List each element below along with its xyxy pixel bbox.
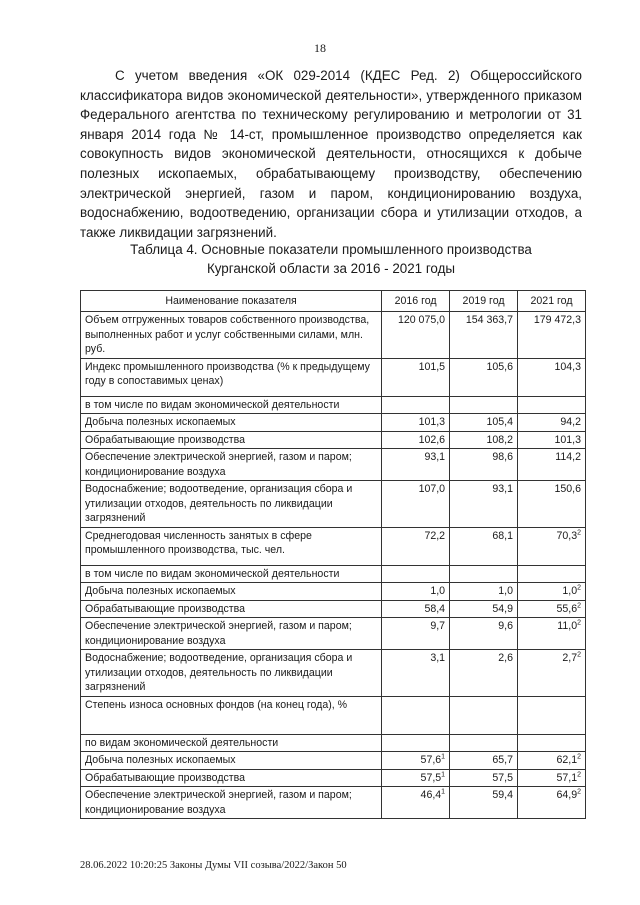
footnote-mark: 1 xyxy=(441,753,446,761)
footnote-mark: 2 xyxy=(577,528,581,536)
row-indicator-name: Добыча полезных ископаемых xyxy=(81,414,382,432)
table-title xyxy=(80,240,582,278)
row-indicator-name: Добыча полезных ископаемых xyxy=(81,583,382,601)
cell-value: 154 363,7 xyxy=(465,314,514,326)
table-row xyxy=(81,431,586,449)
table-row xyxy=(81,650,586,697)
row-value-2021 xyxy=(518,396,586,414)
cell-value: 3,1 xyxy=(430,652,446,664)
row-value-2019 xyxy=(450,734,518,752)
row-value-2016 xyxy=(382,565,450,583)
footnote-mark: 2 xyxy=(577,619,581,627)
row-value-2016 xyxy=(382,312,450,359)
table-row xyxy=(81,358,586,396)
row-value-2016 xyxy=(382,618,450,650)
row-value-2021 xyxy=(518,414,586,432)
row-indicator-name: Водоснабжение; водоотведение, организация сбора и утилизации отходов, деятельность по ликвидации загрязнений xyxy=(81,650,382,697)
table-row xyxy=(81,396,586,414)
intro-paragraph: С учетом введения «ОК 029-2014 (КДЕС Ред. 2) Общероссийского классификатора видов экономической деятельности», утвержденного приказом Федерального агентства по техническому регулированию и метрологии от 31 января 2014 года № 14-ст, промышленное производство определяется как совокупность видов экономической деятельности, относящихся к добыче полезных ископаемых, обрабатывающему производству, обеспечению электрической энергией, газом и паром, кондиционированию воздуха, водоснабжению, водоотведению, организации сбора и утилизации отходов, а также ликвидации загрязнений. xyxy=(80,68,582,240)
row-value-2019 xyxy=(450,769,518,787)
cell-value: 62,1 xyxy=(556,754,578,766)
cell-value: 105,6 xyxy=(486,360,514,373)
row-value-2019 xyxy=(450,396,518,414)
row-value-2016 xyxy=(382,358,450,396)
footer-stamp: 28.06.2022 10:20:25 Законы Думы VII созыва/2022/Закон 50 xyxy=(80,860,347,871)
table-row xyxy=(81,618,586,650)
cell-value: 150,6 xyxy=(554,483,581,495)
cell-value: 46,4 xyxy=(420,789,442,801)
table-row xyxy=(81,769,586,787)
header-2016: 2016 год xyxy=(382,291,450,312)
cell-value: 64,9 xyxy=(556,789,578,801)
row-value-2016 xyxy=(382,787,450,819)
row-value-2021 xyxy=(518,752,586,770)
row-value-2021 xyxy=(518,565,586,583)
row-value-2016 xyxy=(382,600,450,618)
row-indicator-name: Добыча полезных ископаемых xyxy=(81,752,382,770)
cell-value: 59,4 xyxy=(492,789,514,801)
row-indicator-name: Обрабатывающие производства xyxy=(81,431,382,449)
row-indicator-name: по видам экономической деятельности xyxy=(81,734,382,752)
table-row xyxy=(81,600,586,618)
table-row xyxy=(81,787,586,819)
cell-value: 9,7 xyxy=(430,620,446,632)
row-value-2016 xyxy=(382,449,450,481)
cell-value: 101,3 xyxy=(554,433,581,446)
row-indicator-name: Обеспечение электрической энергией, газом и паром; кондиционирование воздуха xyxy=(81,618,382,650)
row-value-2019 xyxy=(450,752,518,770)
row-value-2016 xyxy=(382,527,450,565)
cell-value: 93,1 xyxy=(424,451,446,463)
row-value-2019 xyxy=(450,650,518,697)
row-value-2021 xyxy=(518,449,586,481)
row-value-2021 xyxy=(518,358,586,396)
cell-value: 68,1 xyxy=(492,529,514,542)
row-value-2019 xyxy=(450,312,518,359)
table-title-line-1: Таблица 4. Основные показатели промышленного производства xyxy=(130,242,532,257)
indicators-table xyxy=(80,290,586,819)
row-value-2016 xyxy=(382,583,450,601)
row-value-2019 xyxy=(450,449,518,481)
footnote-mark: 2 xyxy=(577,770,581,778)
cell-value: 2,7 xyxy=(562,652,578,664)
cell-value: 55,6 xyxy=(556,602,578,615)
cell-value: 57,5 xyxy=(420,771,442,784)
cell-value: 94,2 xyxy=(560,416,581,428)
footnote-mark: 2 xyxy=(577,753,581,761)
table-row xyxy=(81,312,586,359)
row-value-2021 xyxy=(518,650,586,697)
table-row xyxy=(81,734,586,752)
cell-value: 9,6 xyxy=(498,620,514,632)
cell-value: 72,2 xyxy=(424,529,446,542)
table-row xyxy=(81,481,586,528)
cell-value: 98,6 xyxy=(492,451,514,463)
row-value-2016 xyxy=(382,481,450,528)
row-value-2016 xyxy=(382,414,450,432)
header-2021: 2021 год xyxy=(518,291,586,312)
row-value-2019 xyxy=(450,565,518,583)
cell-value: 65,7 xyxy=(492,754,514,766)
header-indicator-name: Наименование показателя xyxy=(81,291,382,312)
row-value-2016 xyxy=(382,752,450,770)
footnote-mark: 1 xyxy=(441,770,446,778)
row-value-2016 xyxy=(382,650,450,697)
row-value-2021 xyxy=(518,787,586,819)
header-2019: 2019 год xyxy=(450,291,518,312)
row-indicator-name: Водоснабжение; водоотведение, организация сбора и утилизации отходов, деятельность по ликвидации загрязнений xyxy=(81,481,382,528)
row-value-2019 xyxy=(450,527,518,565)
cell-value: 179 472,3 xyxy=(533,314,581,326)
row-value-2019 xyxy=(450,583,518,601)
cell-value: 120 075,0 xyxy=(397,314,446,326)
page-number: 18 xyxy=(314,41,326,55)
cell-value: 2,6 xyxy=(498,652,514,664)
cell-value: 107,0 xyxy=(418,483,446,495)
cell-value: 70,3 xyxy=(556,529,578,542)
footnote-mark: 2 xyxy=(577,651,581,659)
table-row xyxy=(81,565,586,583)
table-row xyxy=(81,527,586,565)
row-value-2016 xyxy=(382,734,450,752)
cell-value: 101,3 xyxy=(418,416,446,428)
row-value-2019 xyxy=(450,431,518,449)
row-value-2021 xyxy=(518,769,586,787)
row-indicator-name: Обеспечение электрической энергией, газом и паром; кондиционирование воздуха xyxy=(81,787,382,819)
cell-value: 11,0 xyxy=(557,620,578,632)
footnote-mark: 1 xyxy=(441,788,446,796)
row-value-2019 xyxy=(450,618,518,650)
cell-value: 1,0 xyxy=(430,585,446,597)
footnote-mark: 2 xyxy=(577,601,581,609)
cell-value: 57,1 xyxy=(556,771,578,784)
row-value-2021 xyxy=(518,527,586,565)
row-value-2016 xyxy=(382,696,450,734)
row-value-2021 xyxy=(518,481,586,528)
table-row xyxy=(81,414,586,432)
row-indicator-name: Индекс промышленного производства (% к предыдущему году в сопоставимых ценах) xyxy=(81,358,382,396)
table-row xyxy=(81,583,586,601)
row-value-2019 xyxy=(450,696,518,734)
footnote-mark: 2 xyxy=(577,584,581,592)
row-indicator-name: Обрабатывающие производства xyxy=(81,769,382,787)
row-indicator-name: Обрабатывающие производства xyxy=(81,600,382,618)
cell-value: 101,5 xyxy=(418,360,446,373)
row-value-2021 xyxy=(518,312,586,359)
row-indicator-name: Степень износа основных фондов (на конец года), % xyxy=(81,696,382,734)
footnote-mark: 2 xyxy=(577,788,581,796)
cell-value: 93,1 xyxy=(492,483,514,495)
row-value-2021 xyxy=(518,696,586,734)
row-value-2016 xyxy=(382,769,450,787)
cell-value: 58,4 xyxy=(424,602,446,615)
row-value-2021 xyxy=(518,583,586,601)
row-value-2019 xyxy=(450,481,518,528)
table-header xyxy=(81,291,586,312)
table-row xyxy=(81,752,586,770)
row-value-2021 xyxy=(518,734,586,752)
table-title-line-2: Курганской области за 2016 - 2021 годы xyxy=(206,261,456,276)
row-value-2016 xyxy=(382,431,450,449)
row-value-2021 xyxy=(518,600,586,618)
row-indicator-name: Объем отгруженных товаров собственного производства, выполненных работ и услуг собственными силами, млн. руб. xyxy=(81,312,382,359)
row-value-2019 xyxy=(450,600,518,618)
header-row xyxy=(81,291,586,312)
row-value-2019 xyxy=(450,358,518,396)
table-body xyxy=(81,312,586,819)
row-indicator-name: Обеспечение электрической энергией, газом и паром; кондиционирование воздуха xyxy=(81,449,382,481)
cell-value: 1,0 xyxy=(562,585,578,597)
row-indicator-name: Среднегодовая численность занятых в сфере промышленного производства, тыс. чел. xyxy=(81,527,382,565)
cell-value: 54,9 xyxy=(492,602,514,615)
table-row xyxy=(81,449,586,481)
cell-value: 104,3 xyxy=(554,360,581,373)
cell-value: 102,6 xyxy=(418,433,446,446)
row-indicator-name: в том числе по видам экономической деятельности xyxy=(81,396,382,414)
row-value-2016 xyxy=(382,396,450,414)
cell-value: 105,4 xyxy=(486,416,514,428)
cell-value: 108,2 xyxy=(486,433,514,446)
row-value-2019 xyxy=(450,787,518,819)
cell-value: 57,6 xyxy=(420,754,442,766)
cell-value: 57,5 xyxy=(492,771,514,784)
row-value-2019 xyxy=(450,414,518,432)
row-value-2021 xyxy=(518,618,586,650)
cell-value: 1,0 xyxy=(498,585,514,597)
row-value-2021 xyxy=(518,431,586,449)
row-indicator-name: в том числе по видам экономической деятельности xyxy=(81,565,382,583)
table-row xyxy=(81,696,586,734)
cell-value: 114,2 xyxy=(555,451,581,463)
